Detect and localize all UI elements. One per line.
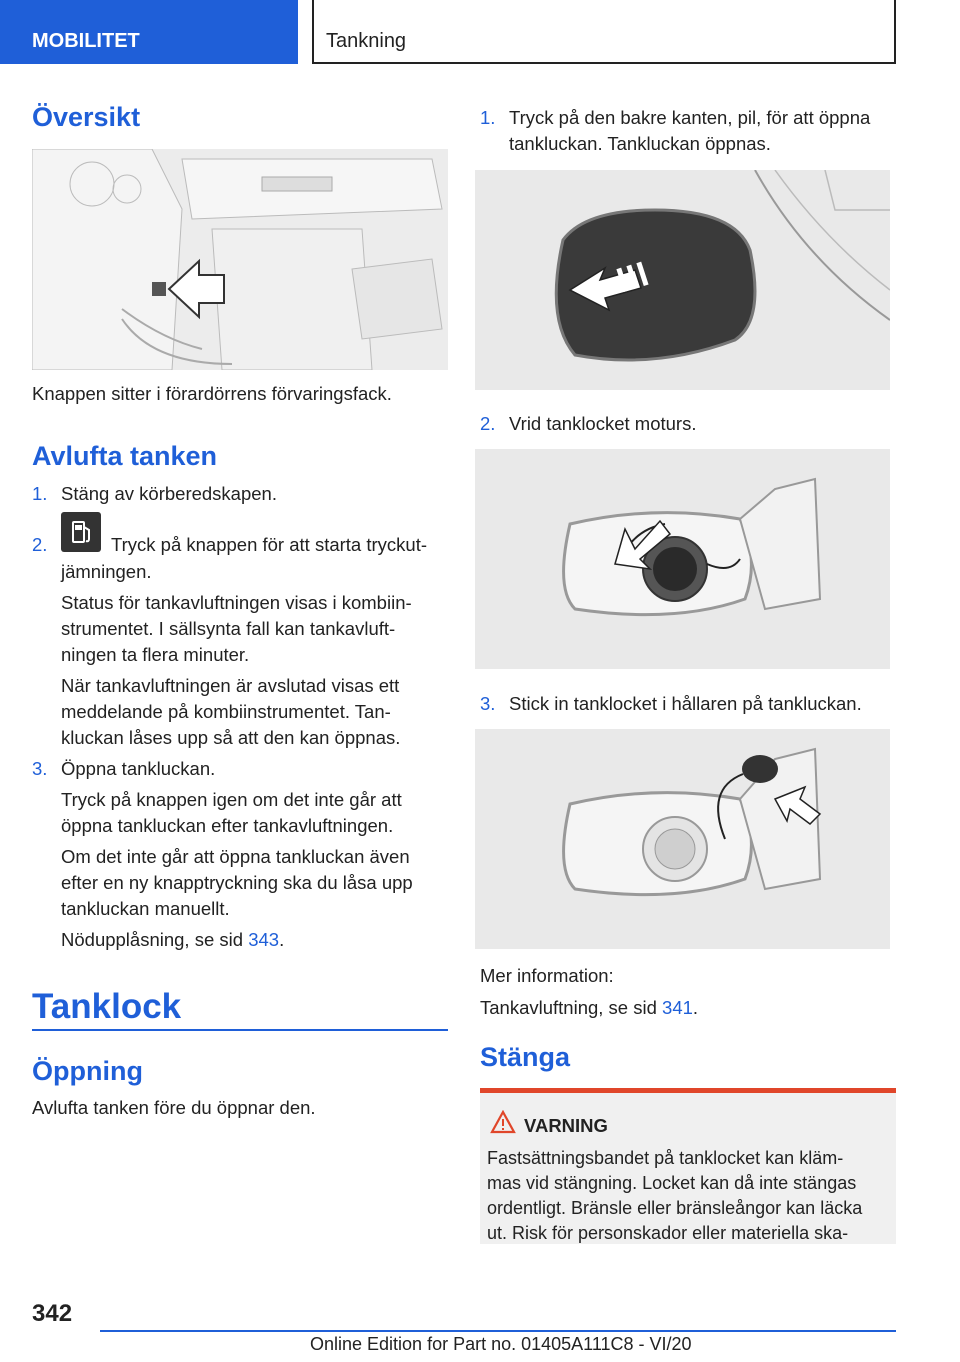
step-number: 3. <box>480 693 496 714</box>
warning-line: ordentligt. Bränsle eller bränsleångor kan läcka <box>487 1198 863 1218</box>
step-number: 1. <box>32 483 48 504</box>
tanklock-heading: Tanklock <box>32 987 182 1026</box>
step-text: tankluckan. Tankluckan öppnas. <box>509 133 771 154</box>
paragraph-line: När tankavluftningen är avslutad visas ett <box>61 675 400 696</box>
open-text: Avlufta tanken före du öppnar den. <box>32 1097 316 1118</box>
page-link[interactable]: 343 <box>248 929 280 950</box>
step-number: 3. <box>32 758 48 779</box>
footer-rule <box>100 1330 896 1332</box>
cross-reference: Nödupplåsning, se sid 343. <box>61 929 285 950</box>
paragraph-line: Om det inte går att öppna tankluckan även <box>61 846 410 867</box>
step-text: Tryck på knappen för att starta tryckut- <box>111 534 427 555</box>
warning-line: ut. Risk för personskador eller materiella ska- <box>487 1223 849 1243</box>
paragraph-line: öppna tankluckan efter tankavluftningen. <box>61 815 394 836</box>
step-number: 1. <box>480 107 496 128</box>
overview-heading: Översikt <box>32 102 141 132</box>
vent-heading: Avlufta tanken <box>32 441 218 471</box>
chapter-title: Tankning <box>312 0 896 64</box>
warning-line: mas vid stängning. Locket kan då inte stängas <box>487 1173 857 1193</box>
warning-triangle-icon <box>490 1110 516 1134</box>
cap-turn-illustration <box>475 449 890 669</box>
paragraph-line: efter en ny knapptryckning ska du låsa upp <box>61 872 413 893</box>
warning-line: Fastsättningsbandet på tanklocket kan kläm- <box>487 1148 844 1168</box>
fuel-vent-button-icon <box>61 512 101 552</box>
cap-holder-illustration <box>475 729 890 949</box>
page-link[interactable]: 341 <box>662 997 693 1018</box>
step-text: Stick in tanklocket i hållaren på tankluckan. <box>509 693 862 714</box>
cross-reference: Tankavluftning, se sid 341. <box>480 997 699 1018</box>
close-heading: Stänga <box>480 1042 571 1072</box>
open-heading: Öppning <box>32 1056 143 1086</box>
step-number: 2. <box>32 534 48 555</box>
more-info-label: Mer information: <box>480 965 614 986</box>
paragraph-line: strumentet. I sällsynta fall kan tankavluft- <box>61 618 396 639</box>
paragraph-line: meddelande på kombiinstrumentet. Tan- <box>61 701 391 722</box>
paragraph-line: Status för tankavluftningen visas i kombiin- <box>61 592 412 613</box>
step-text: jämningen. <box>61 561 152 582</box>
step-text: Öppna tankluckan. <box>61 758 216 779</box>
page-number: 342 <box>32 1300 73 1327</box>
paragraph-line: kluckan låses upp så att den kan öppnas. <box>61 727 401 748</box>
step-text: Tryck på den bakre kanten, pil, för att öppna <box>509 107 871 128</box>
step-number: 2. <box>480 413 496 434</box>
paragraph-line: ningen ta flera minuter. <box>61 644 250 665</box>
door-storage-illustration <box>32 149 448 370</box>
section-tab: MOBILITET <box>0 0 298 64</box>
warning-label: VARNING <box>524 1115 608 1136</box>
section-divider <box>32 1029 448 1031</box>
step-text: Vrid tanklocket moturs. <box>509 413 697 434</box>
edition-text: Online Edition for Part no. 01405A111C8 - VI/20 <box>310 1334 692 1354</box>
paragraph-line: Tryck på knappen igen om det inte går att <box>61 789 402 810</box>
fuel-flap-push-illustration <box>475 170 890 390</box>
step-text: Stäng av körberedskapen. <box>61 483 277 504</box>
paragraph-line: tankluckan manuellt. <box>61 898 230 919</box>
overview-caption: Knappen sitter i förardörrens förvaringsfack. <box>32 383 392 404</box>
